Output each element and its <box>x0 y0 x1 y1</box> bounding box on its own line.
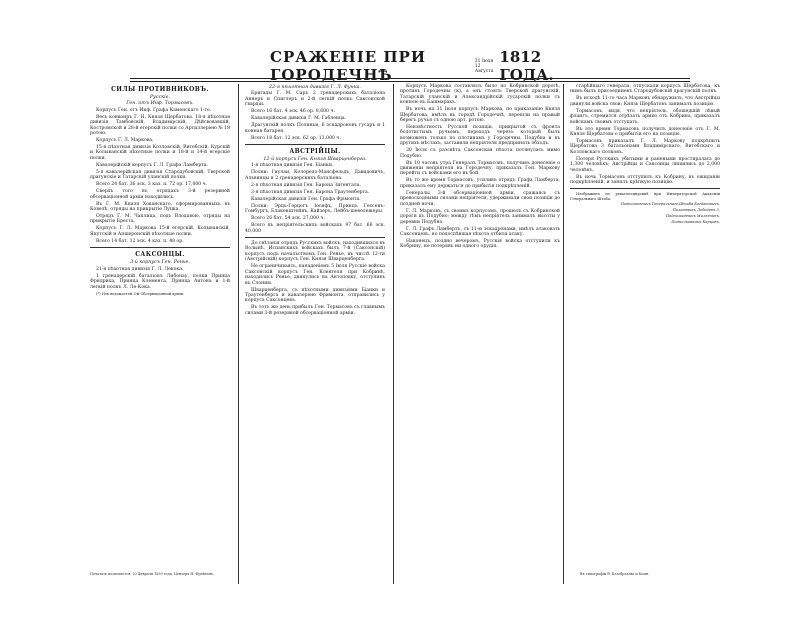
paragraph: Шварценберга, съ пѣхотными дивизiями Бiанки и Траутенберга и кавалерiею Фримонта, отправились у корпуса Саксонцевъ. <box>245 287 385 304</box>
page-title <box>270 48 570 84</box>
paragraph: Весь конвоиръ Г. Н. Князя Щербатова. 18-я пѣхотная дивизiя Тамбовскiй, Владимiрскiй, Дѣйсвовавшiй, Костромской и 28-й егерскiй полки со Артиллерiею № 18 ротою. <box>90 114 230 137</box>
paragraph: Сверхъ того въ отрядахъ 3-й резервной обсервацiонной армiи находились. <box>90 189 230 200</box>
paragraph: Кавалерiйская дивизiя Ген. Графа Фрiмонта. <box>251 196 361 202</box>
column-3 <box>400 84 560 251</box>
column-heading: АВСТРIЙЦЫ. <box>289 148 341 156</box>
paragraph: Въ это время Тормасовъ получилъ донесенiе отъ Г. М. Князя Щербатова о прибытiи его на позицiю. <box>570 126 720 138</box>
paragraph: Неизвѣстность Русской позицiи, прикрытой съ фронта болотистымъ ручьемъ, переходъ черезъ который былъ возможенъ только по плотинамъ у Городечны, Подубна и въ другихъ мѣстахъ, заставили непрiятеля предпринять обходъ. <box>400 125 560 147</box>
paragraph: Въ ночь Тормасовъ отступилъ къ Кобрину, въ ожиданiи подкрѣпленiй, и занялъ крѣпкую позицiю. <box>570 174 720 186</box>
title-year: 1812 ГОДА. <box>499 48 554 84</box>
paragraph: 15-я пѣхотная дивизiя Козловскiй, Витебскiй, Курскiй и Колыванскiй пѣхотные полки и 18-й и 14-й егерскiе полки. <box>90 145 230 161</box>
paragraph: Въ то же время Тормасовъ, усиливъ отрядъ Графа Ламберта, приказалъ ему держаться до прибытiя подкрѣпленiй. <box>400 178 560 189</box>
paragraph: Бригады Г. М. Саръ 2 гренадерскихъ баталiона Аннеръ и Спиглеръ и 2-й легкiй полкъ Саксонской гвардiи. <box>245 91 385 108</box>
title-date-top: 31 Іюля <box>474 58 494 64</box>
paragraph: Въ ночь на 31 Iюля корпусъ Маркова, по приказанiю Князя Щербатова, имѣлъ въ городѣ Городечнѣ, перешли на правый берегъ ручья съ одною арт. ротою. <box>400 107 560 124</box>
paragraph: Въ 10 часовъ утра Генералъ Тормасовъ, получивъ донесенiе о движенiи непрiятеля на Городечну, приказалъ Ген. Маркову перейти съ войсками его въ бой. <box>400 160 560 177</box>
paragraph: 1 гренадерскiй баталiонъ Либенау, полки Принца Фридриха, Принца Клеменса, Принца Антона и 1-й легкiй полкъ Л. Ле-Кока. <box>90 273 230 290</box>
paragraph: Кавалерiйскiй корпусъ Г. Л. Графа Ламберта. <box>96 162 209 168</box>
paragraph: Отрядъ Г. М. Чаплица, подъ Влодавою, отряды на прикрытiе Бреста. <box>90 214 230 225</box>
section-subheading: 3-й корпусъ Ген. Ренье. <box>130 260 190 266</box>
divider <box>90 247 230 248</box>
paragraph: Тормасовъ приказалъ Г. Л. Маркову подкрѣпить Щербатова 3 батальонами Владимiрскаго, Витебскаго и Козловскаго полковъ. <box>570 139 720 155</box>
paragraph: 30 Iюля съ разсвѣта Саксонская пѣхота потянулась мимо Подубно. <box>400 148 560 159</box>
paragraph: Полки: Гиулаи, Колоредо-Мансфельдъ, Давидовичъ, Альвинцы и 2 гренадерскихъ баталiона. <box>245 170 385 181</box>
signature: Подполковникъ Карцовъ. <box>671 219 720 224</box>
paragraph: Всего 26 бат. 54 эск. 27,000 ч. <box>251 216 325 222</box>
section-subheading: 22-я пѣхотная дивизiя Г. Л. Функа. <box>269 85 361 90</box>
printer-note: Въ типографiи В. Безобразова и Комп. <box>580 572 650 576</box>
paragraph: Корпусъ Маркова составлялъ было по Кобринской дорогѣ, противъ Городечны (к), а онъ стоялъ Тверской драгунскiй, Татарскiй уланскiй и Александрiйскiй гусарскiй полки съ конною въ Башмарахъ. <box>400 84 560 106</box>
column-2 <box>245 84 385 318</box>
paragraph: 1-я пѣхотная дивизiя Ген. Бiанки. <box>251 163 334 169</box>
section-subheading: Русскiе. <box>149 95 171 100</box>
paragraph: Потеря Русскихъ убитыми и ранеными простиралась до 1,300 человѣкъ; Австрiйцы и Саксонцы лишились до 2,000 человѣкъ. <box>570 156 720 173</box>
paragraph: 2-я пѣхотная дивизiя Ген. Барона Зигентала. <box>251 182 361 188</box>
compilers-note: Изображено по рекогносцировкѣ при Императорской Академiи Генеральнаго Штаба. <box>570 192 720 201</box>
paragraph: Въ исходѣ 11-го часа Марковъ обнаружилъ, что Австрiйцы двинули войска свои; Князь Щербатовъ занималъ позицiю. <box>570 96 720 107</box>
paragraph: Всего 24 бат. 36 эск. 3 каз. п. 72 ор. 17,000 ч. <box>96 182 208 188</box>
signature: Подполковникъ Милютинъ. <box>665 214 720 219</box>
column-1 <box>90 84 230 297</box>
title-rule <box>130 78 690 82</box>
column-4 <box>570 84 720 226</box>
paragraph: Драгунскiй полкъ Полиньи, 6 эскадроновъ гусаръ и 1 конная батарея. <box>245 123 385 134</box>
paragraph: Тормасовъ, видя, что непрiятель, обошедшiй лѣвый флангъ, стремится отрѣзать армiю отъ Кобрина, приказалъ войскамъ своимъ отступать. <box>570 108 720 125</box>
paragraph: Корпусъ Ген. отъ Инф. Графа Каменскаго 1-го. <box>96 107 212 113</box>
signature: Полковникъ Лебедевъ 3. <box>672 208 720 213</box>
signature: Подполковникъ Генеральнаго Штаба Богдановичъ. <box>620 202 720 207</box>
paragraph: Г. Л. Графъ Ламбертъ, съ 11-ю эскадронами, имѣлъ атаковать Саксонцевъ, но подоспѣвшая пѣхота отбила атаку. <box>400 226 560 237</box>
paragraph: Наконецъ, поздно вечеромъ, Русскiя войска отступили къ Кобрину, не потерявъ ни одного орудiя. <box>400 238 560 250</box>
paragraph: Всего въ непрiятельскихъ войскахъ 97 бат. 66 эск. 40,000 <box>245 223 385 234</box>
paragraph: Въ тотъ же день прибылъ Ген. Тормасовъ съ главнымъ силами 3-й резервной обсервацiонной армiи. <box>245 305 385 316</box>
section-subheading: 12-й корпусъ Ген. Князя Шварценберга. <box>263 157 367 163</box>
paragraph: Г. Л. Марковъ, съ своимъ корпусомъ, прошелъ съ Кобринской дороги къ Подубно; между тѣмъ непрiятель занималъ высоты у деревни Подубно. <box>400 208 560 225</box>
paragraph: До свѣтанiя отрядъ Русскихъ войскъ, находившихся въ Волынѣ, Испанскихъ войскахъ былъ 7-й (Саксонскiй) корпусъ подъ начальствомъ Ген. Ренье, въ числѣ 12-ти (Австрiйскiй) корпусъ Ген. Князя Шварценберга. <box>245 241 385 263</box>
divider <box>245 144 385 145</box>
paragraph: Полки: Эрцъ-Герцогъ Іосифъ, Принцъ Гессенъ-Гомбургъ, Блакенштейнъ, Кайзеръ, Лейбъ-шеволежеры. <box>245 203 385 215</box>
title-date <box>475 59 494 74</box>
title-date-bottom: 12 Августа <box>474 63 494 74</box>
paragraph: старѣйшаго генерала, отпускали корпусъ Щербатова, къ нимъ былъ присоединенъ Стародубовскiй драгунскiй полкъ. <box>570 84 720 95</box>
censor-note: Печатать позволяется. 20 Февраля 1859 года. Цензоръ Н. Фрейганъ. <box>90 572 215 576</box>
paragraph: 5-я кавалерiйская дивизiя Стародубовскiй, Тверской драгунскiе и Татарскiй уланскiй полки. <box>90 169 230 181</box>
section-subheading: Ген. отъ Инф. Тормасовъ. <box>126 101 194 107</box>
column-heading: СИЛЫ ПРОТИВНИКОВЪ. <box>111 86 209 93</box>
paragraph: Кавалерiйская дивизiя Г. М. Габленца. <box>251 116 347 122</box>
divider <box>245 237 385 238</box>
footnote: (*) Изъ ведомостей 3-й Обсервацiонной армiи. <box>96 291 185 296</box>
paragraph: Генералы 3-й обсервацiонной армiи, сражаясь съ превосходными силами непрiятеля, удерживали свои позицiи до поздней ночи. <box>400 190 560 207</box>
paragraph: Корпусъ Г. Л. Маркова. <box>96 138 154 144</box>
paragraph: Всего 14 бат. 12 эск. 4 каз. п. 48 ор. <box>96 238 184 244</box>
paragraph: Всего 18 бат. 12 эск. 62 ор. 13,000 ч. <box>251 135 341 141</box>
paragraph: Въ Г. М. Князя Хованскаго, сформированныхъ въ Ковелѣ, отряды на прикрытiе Луцка. <box>90 201 230 213</box>
paragraph: Всего 16 бат. 4 эск. 46 ор. 8,600 ч. <box>251 109 335 115</box>
paragraph: 3-я пѣхотная дивизiя Ген. Барона Траутенберга. <box>251 189 370 195</box>
paragraph: Корпусъ Г. Л. Маркова 15-й егерскiй, Колыванскiй, Якутскiй и Апшеронскiй пѣхотные полки. <box>90 226 230 237</box>
column-divider <box>393 84 394 584</box>
paragraph: Не ограничиваясь, нападенiемъ 5 Iюля Русскiе войска Саксонскiй корпусъ Ген. Кленгеля при Кобринѣ, находились Ренье, двинулись на Антоповку, отступивъ въ Слоним. <box>245 264 385 286</box>
column-divider <box>563 84 564 584</box>
title-main: СРАЖЕНIЕ ПРИ ГОРОДЕЧНѢ <box>270 48 427 84</box>
column-heading: САКСОНЦЫ. <box>135 251 185 259</box>
column-divider <box>238 84 239 584</box>
paragraph: 21-я пѣхотная дивизiя Г. Л. Лекока. <box>96 266 184 272</box>
divider <box>570 188 720 189</box>
